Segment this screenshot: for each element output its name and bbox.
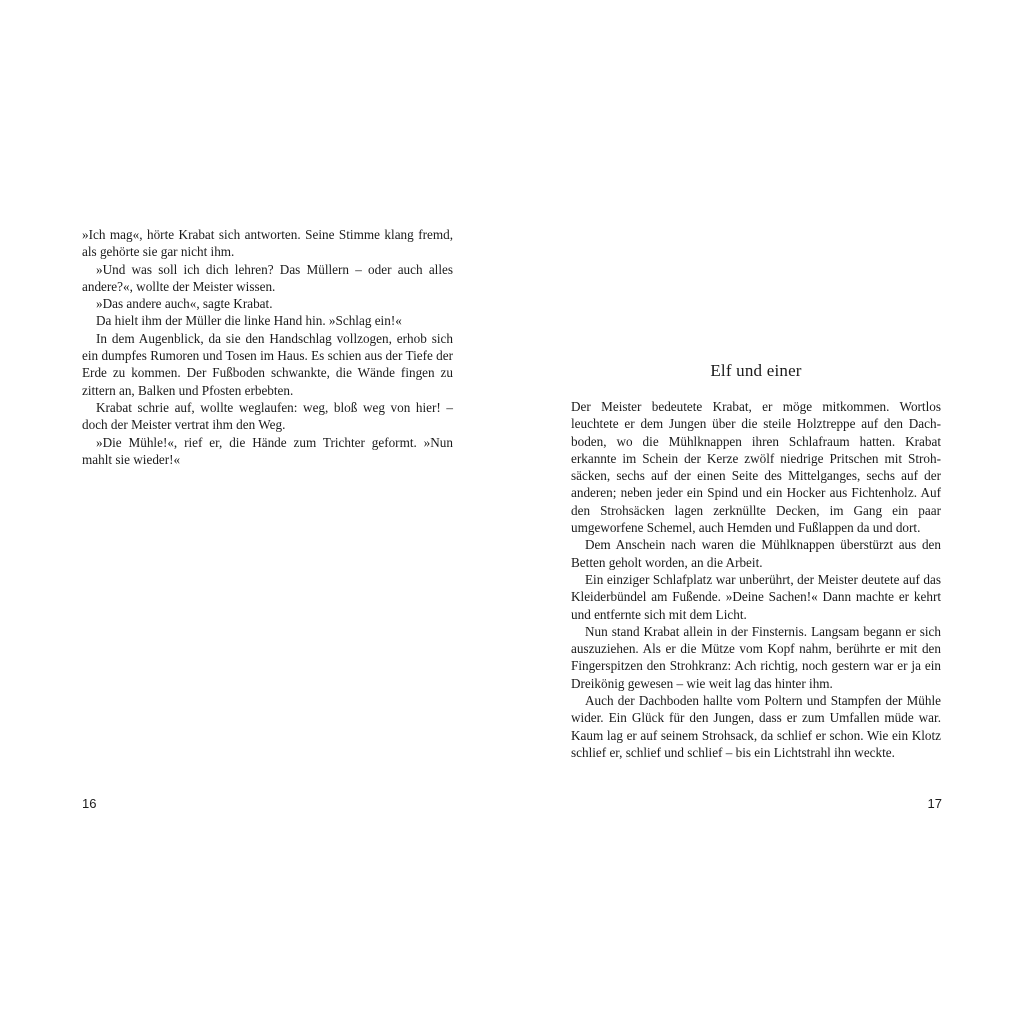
right-page (512, 0, 1024, 1024)
paragraph: Dem Anschein nach waren die Mühlknappen überstürzt aus den Betten geholt worden, an die Arbeit. (571, 537, 941, 570)
page-number-left: 16 (82, 796, 97, 811)
paragraph: »Ich mag«, hörte Krabat sich antworten. Seine Stimme klang fremd, als gehörte sie gar nicht ihm. (82, 227, 453, 260)
page-number-right: 17 (927, 796, 942, 811)
paragraph: Da hielt ihm der Müller die linke Hand hin. »Schlag ein!« (96, 313, 402, 329)
paragraph: »Und was soll ich dich lehren? Das Müllern – oder auch alles andere?«, wollte der Meister wissen. (82, 261, 453, 294)
paragraph: Der Meister bedeutete Krabat, er möge mitkommen. Wortlos leuchtete er dem Jungen über die steile Holztreppe auf den Dachboden, wo die Mühlknappen ihren Schlafraum hatten. Krabat erkannte im Schein der Kerze zwölf niedrige Pritschen mit Strohsäcken, sechs auf der einen Seite des Mittelganges, sechs auf der anderen; neben jeder ein Spind und ein Hocker aus Fichtenholz. Auf den Strohsäcken lagen zerknüllte Decken, im Gang ein paar umgeworfene Schemel, auch Hemden und Fußlappen da und dort. (571, 399, 941, 536)
paragraph: Ein einziger Schlafplatz war unberührt, der Meister deutete auf das Kleiderbündel am Fußende. »Deine Sachen!« Dann machte er kehrt und entfernte sich mit dem Licht. (571, 571, 941, 622)
paragraph: Auch der Dachboden hallte vom Poltern und Stampfen der Mühle wider. Ein Glück für den Jungen, dass er zum Umfallen müde war. Kaum lag er auf seinem Strohsack, da schlief er schon. Wie ein Klotz schlief er, schlief und schlief – bis ein Lichtstrahl ihn weckte. (571, 693, 941, 760)
paragraph: Nun stand Krabat allein in der Finsternis. Langsam begann er sich auszuziehen. Als er die Mütze vom Kopf nahm, berührte er mit den Fingerspitzen den Strohkranz: Ach richtig, noch gestern war er ja ein Dreikönig gewesen – wie weit lag das hinter ihm. (571, 623, 941, 691)
chapter-title: Elf und einer (710, 361, 802, 380)
paragraph: Krabat schrie auf, wollte weglaufen: weg, bloß weg von hier! – doch der Meister vertrat ihm den Weg. (82, 399, 453, 433)
paragraph: In dem Augenblick, da sie den Handschlag vollzogen, erhob sich ein dumpfes Rumoren und Tosen im Haus. Es schien aus der Tiefe der Erde zu kommen. Der Fußboden schwankte, die Wände fingen zu zittern an, Balken und Pfosten erbebten. (82, 330, 453, 398)
left-page-body (82, 226, 453, 468)
right-page-body (571, 398, 941, 761)
paragraph: »Das andere auch«, sagte Krabat. (96, 296, 273, 312)
paragraph: »Die Mühle!«, rief er, die Hände zum Trichter geformt. »Nun mahlt sie wieder!« (82, 434, 453, 467)
